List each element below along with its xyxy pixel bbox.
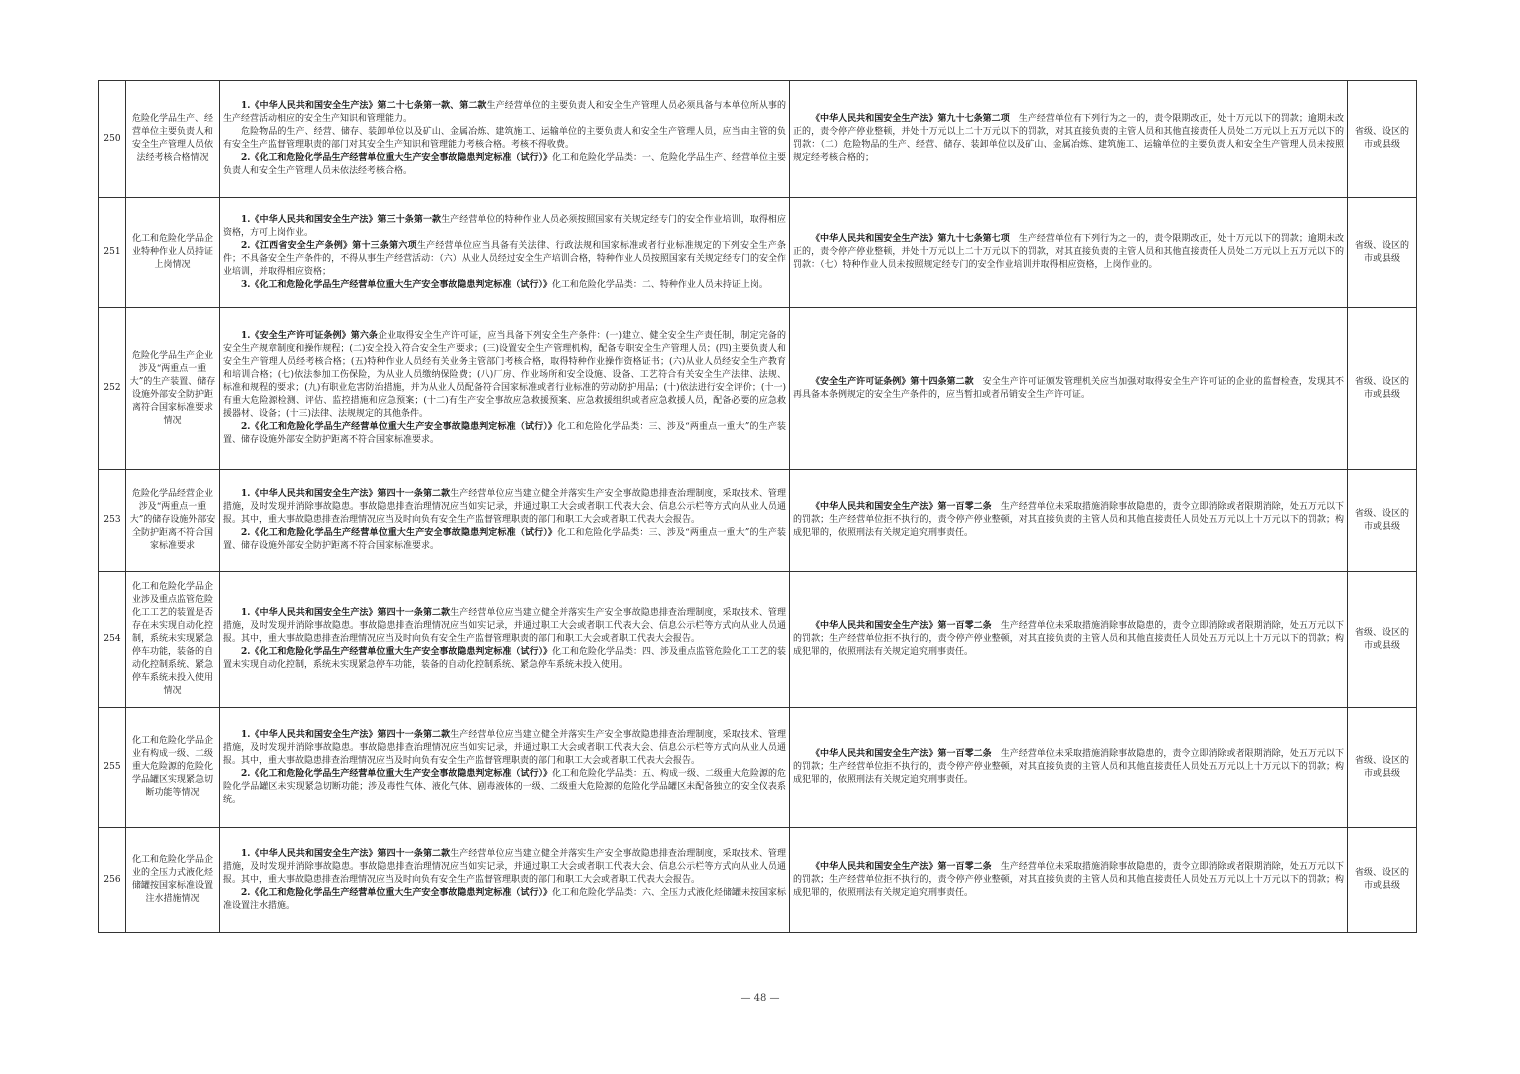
basis-text: 生产经营单位应当建立健全并落实生产安全事故隐患排查治理制度，采取技术、管理措施，及时发现并消除事故隐患。事故隐患排查治理情况应当如实记录，并通过职工大会或者职工代表大会、信息公示栏等方式向从业人员通报。其中，重大事故隐患排查治理情况应当及时向负有安全生产监督管理职责的部门和职工大会或者职工代表大会报告。 xyxy=(223,729,786,766)
penalty-basis xyxy=(790,572,1348,708)
legal-basis xyxy=(220,708,790,828)
basis-text: 生产经营单位应当建立健全并落实生产安全事故隐患排查治理制度，采取技术、管理措施，及时发现并消除事故隐患。事故隐患排查治理情况应当如实记录，并通过职工大会或者职工代表大会、信息公示栏等方式向从业人员通报。其中，重大事故隐患排查治理情况应当及时向负有安全生产监督管理职责的部门和职工大会或者职工代表大会报告。 xyxy=(223,608,786,644)
basis-reference: 1.《中华人民共和国安全生产法》第四十一条第二款 xyxy=(241,729,451,740)
basis-paragraph xyxy=(223,126,786,152)
row-number: 250 xyxy=(99,81,126,198)
enforcement-level: 省级、设区的市或县级 xyxy=(1348,198,1417,308)
enforcement-level: 省级、设区的市或县级 xyxy=(1348,470,1417,572)
basis-paragraph xyxy=(223,152,786,178)
row-number: 254 xyxy=(99,572,126,708)
basis-text: 生产经营单位应当建立健全并落实生产安全事故隐患排查治理制度，采取技术、管理措施，及时发现并消除事故隐患。事故隐患排查治理情况应当如实记录，并通过职工大会或者职工代表大会、信息公示栏等方式向从业人员通报。其中，重大事故隐患排查治理情况应当及时向负有安全生产监督管理职责的部门和职工大会或者职工代表大会报告。 xyxy=(223,848,786,885)
basis-reference: 2.《江西省安全生产条例》第十三条第六项 xyxy=(241,240,417,251)
basis-text: 生产经营单位应当建立健全并落实生产安全事故隐患排查治理制度，采取技术、管理措施，及时发现并消除事故隐患。事故隐患排查治理情况应当如实记录，并通过职工大会或者职工代表大会、信息公示栏等方式向从业人员通报。其中，重大事故隐患排查治理情况应当及时向负有安全生产监督管理职责的部门和职工大会或者职工代表大会报告。 xyxy=(223,489,786,525)
table-row xyxy=(99,470,1417,572)
row-number: 252 xyxy=(99,308,126,470)
basis-text: 生产经营单位的主要负责人和安全生产管理人员必须具备与本单位所从事的生产经营活动相应的安全生产知识和管理能力。 xyxy=(223,101,786,124)
penalty-text: 生产经营单位未采取措施消除事故隐患的，责令立即消除或者限期消除，处五万元以下的罚款；生产经营单位拒不执行的，责令停产停业整顿，对其直接负责的主管人员和其他直接责任人员处五万元以上十万元以下的罚款；构成犯罪的，依照刑法有关规定追究刑事责任。 xyxy=(793,502,1344,538)
penalty-paragraph xyxy=(793,620,1344,659)
inspection-items-table xyxy=(98,80,1417,933)
basis-reference: 2.《化工和危险化学品生产经营单位重大生产安全事故隐患判定标准（试行）》 xyxy=(241,153,552,163)
table-row xyxy=(99,572,1417,708)
penalty-reference: 《中华人民共和国安全生产法》第一百零二条 xyxy=(811,861,992,872)
table-row xyxy=(99,828,1417,933)
basis-text: 生产经营单位的特种作业人员必须按照国家有关规定经专门的安全作业培训，取得相应资格，方可上岗作业。 xyxy=(223,214,786,238)
basis-paragraph xyxy=(223,330,786,421)
legal-basis xyxy=(220,81,790,198)
basis-reference: 2.《化工和危险化学品生产经营单位重大生产安全事故隐患判定标准（试行）》 xyxy=(241,647,552,657)
penalty-basis xyxy=(790,198,1348,308)
basis-paragraph xyxy=(223,887,786,913)
penalty-basis xyxy=(790,828,1348,933)
basis-text: 化工和危险化学品类：四、涉及重点监管危险化工工艺的装置未实现自动化控制，系统未实现紧急停车功能，装备的自动化控制系统、紧急停车系统未投入使用。 xyxy=(223,647,786,670)
basis-text: 化工和危险化学品类：五、构成一级、二级重大危险源的危险化学品罐区未实现紧急切断功能；涉及毒性气体、液化气体、剧毒液体的一级、二级重大危险源的危险化学品罐区未配备独立的安全仪表系统。 xyxy=(223,768,786,805)
penalty-reference: 《中华人民共和国安全生产法》第一百零二条 xyxy=(811,749,992,759)
legal-basis xyxy=(220,308,790,470)
basis-text: 化工和危险化学品类：二、特种作业人员未持证上岗。 xyxy=(551,279,768,290)
penalty-reference: 《中华人民共和国安全生产法》第一百零二条 xyxy=(811,502,992,512)
inspection-item: 危险化学品生产、经营单位主要负责人和安全生产管理人员依法经考核合格情况 xyxy=(126,81,220,198)
legal-basis xyxy=(220,828,790,933)
basis-paragraph xyxy=(223,729,786,768)
basis-text: 化工和危险化学品类：六、全压力式液化烃储罐未按国家标准设置注水措施。 xyxy=(223,887,786,911)
row-number: 253 xyxy=(99,470,126,572)
inspection-item: 化工和危险化学品企业有构成一级、二级重大危险源的危险化学品罐区实现紧急切断功能等情况 xyxy=(126,708,220,828)
penalty-reference: 《中华人民共和国安全生产法》第一百零二条 xyxy=(811,621,992,631)
penalty-reference: 《安全生产许可证条例》第十四条第二款 xyxy=(811,376,974,387)
penalty-paragraph xyxy=(793,233,1344,272)
enforcement-level: 省级、设区的市或县级 xyxy=(1348,572,1417,708)
inspection-item: 化工和危险化学品企业涉及重点监管危险化工工艺的装置是否存在未实现自动化控制，系统未实现紧急停车功能，装备的自动化控制系统、紧急停车系统未投入使用情况 xyxy=(126,572,220,708)
basis-paragraph xyxy=(223,646,786,672)
basis-paragraph xyxy=(223,488,786,527)
basis-text: 危险物品的生产、经营、储存、装卸单位以及矿山、金属冶炼、建筑施工、运输单位的主要负责人和安全生产管理人员，应当由主管的负有安全生产监督管理职责的部门对其安全生产知识和管理能力考核合格。考核不得收费。 xyxy=(223,127,786,150)
basis-text: 生产经营单位应当具备有关法律、行政法规和国家标准或者行业标准规定的下列安全生产条件；不具备安全生产条件的，不得从事生产经营活动：（六）从业人员经过安全生产培训合格，特种作业人员按照国家有关规定经专门的安全作业培训，并取得相应资格； xyxy=(223,240,786,277)
enforcement-level: 省级、设区的市或县级 xyxy=(1348,828,1417,933)
basis-text: 化工和危险化学品类：一、危险化学品生产、经营单位主要负责人和安全生产管理人员未依法经考核合格。 xyxy=(223,153,786,176)
basis-reference: 1.《中华人民共和国安全生产法》第二十七条第一款、第二款 xyxy=(241,101,487,111)
basis-reference: 2.《化工和危险化学品生产经营单位重大生产安全事故隐患判定标准（试行）》 xyxy=(241,768,552,779)
legal-basis xyxy=(220,572,790,708)
penalty-paragraph xyxy=(793,861,1344,900)
basis-reference: 1.《中华人民共和国安全生产法》第四十一条第二款 xyxy=(241,608,451,618)
basis-text: 企业取得安全生产许可证，应当具备下列安全生产条件：(一)建立、健全安全生产责任制，制定完备的安全生产规章制度和操作规程；(二)安全投入符合安全生产要求；(三)设置安全生产管理机构，配备专职安全生产管理人员；(四)主要负责人和安全生产管理人员经考核合格；(五)特种作业人员经有关业务主管部门考核合格，取得特种作业操作资格证书；(六)从业人员经安全生产教育和培训合格；(七)依法参加工伤保险，为从业人员缴纳保险费；(八)厂房、作业场所和安全设施、设备、工艺符合有关安全生产法律、法规、标准和规程的要求；(九)有职业危害防治措施，并为从业人员配备符合国家标准或者行业标准的劳动防护用品；(十)依法进行安全评价；(十一)有重大危险源检测、评估、监控措施和应急预案；(十二)有生产安全事故应急救援预案、应急救援组织或者应急救援人员，配备必要的应急救援器材、设备；(十三)法律、法规规定的其他条件。 xyxy=(223,331,786,419)
inspection-item: 危险化学品经营企业涉及“两重点一重大”的储存设施外部安全防护距离不符合国家标准要求 xyxy=(126,470,220,572)
row-number: 251 xyxy=(99,198,126,308)
row-number: 256 xyxy=(99,828,126,933)
penalty-basis xyxy=(790,708,1348,828)
legal-basis xyxy=(220,470,790,572)
basis-paragraph xyxy=(223,527,786,553)
enforcement-level: 省级、设区的市或县级 xyxy=(1348,81,1417,198)
penalty-text: 生产经营单位未采取措施消除事故隐患的，责令立即消除或者限期消除，处五万元以下的罚款；生产经营单位拒不执行的，责令停产停业整顿，对其直接负责的主管人员和其他直接责任人员处五万元以上十万元以下的罚款；构成犯罪的，依照刑法有关规定追究刑事责任。 xyxy=(793,621,1344,657)
basis-paragraph xyxy=(223,214,786,240)
inspection-item: 危险化学品生产企业涉及“两重点一重大”的生产装置、储存设施外部安全防护距离符合国家标准要求情况 xyxy=(126,308,220,470)
basis-paragraph xyxy=(223,279,786,292)
inspection-item: 化工和危险化学品企业特种作业人员持证上岗情况 xyxy=(126,198,220,308)
table-body xyxy=(99,81,1417,933)
enforcement-level: 省级、设区的市或县级 xyxy=(1348,708,1417,828)
basis-reference: 3.《化工和危险化学品生产经营单位重大生产安全事故隐患判定标准（试行）》 xyxy=(241,279,552,290)
penalty-text: 生产经营单位有下列行为之一的，责令限期改正，处十万元以下的罚款；逾期未改正的，责令停产停业整顿，并处十万元以上二十万元以下的罚款，对其直接负责的主管人员和其他直接责任人员处二万元以上五万元以下的罚款：（七）特种作业人员未按照规定经专门的安全作业培训并取得相应资格，上岗作业的。 xyxy=(793,234,1344,270)
basis-paragraph xyxy=(223,848,786,887)
basis-paragraph xyxy=(223,607,786,646)
penalty-text: 生产经营单位未采取措施消除事故隐患的，责令立即消除或者限期消除，处五万元以下的罚款；生产经营单位拒不执行的，责令停产停业整顿，对其直接负责的主管人员和其他直接责任人员处五万元以上十万元以下的罚款；构成犯罪的，依照刑法有关规定追究刑事责任。 xyxy=(793,749,1344,785)
basis-paragraph xyxy=(223,421,786,447)
page-number: — 48 — xyxy=(740,993,780,1004)
inspection-item: 化工和危险化学品企业的全压力式液化烃储罐按国家标准设置注水措施情况 xyxy=(126,828,220,933)
basis-reference: 2.《化工和危险化学品生产经营单位重大生产安全事故隐患判定标准（试行）》 xyxy=(241,887,552,898)
row-number: 255 xyxy=(99,708,126,828)
basis-reference: 1.《中华人民共和国安全生产法》第四十一条第二款 xyxy=(241,848,451,859)
legal-basis xyxy=(220,198,790,308)
basis-reference: 1.《中华人民共和国安全生产法》第四十一条第二款 xyxy=(241,489,451,499)
table-row xyxy=(99,308,1417,470)
basis-reference: 1.《中华人民共和国安全生产法》第三十条第一款 xyxy=(241,214,442,225)
table-row xyxy=(99,708,1417,828)
basis-reference: 2.《化工和危险化学品生产经营单位重大生产安全事故隐患判定标准（试行）》 xyxy=(241,528,558,538)
table-row xyxy=(99,198,1417,308)
basis-reference: 2.《化工和危险化学品生产经营单位重大生产安全事故隐患判定标准（试行）》 xyxy=(241,422,558,432)
enforcement-level: 省级、设区的市或县级 xyxy=(1348,308,1417,470)
penalty-basis xyxy=(790,308,1348,470)
penalty-reference: 《中华人民共和国安全生产法》第九十七条第七项 xyxy=(811,234,1010,244)
basis-text: 化工和危险化学品类：三、涉及“两重点一重大”的生产装置、储存设施外部安全防护距离不符合国家标准要求。 xyxy=(223,528,786,551)
penalty-reference: 《中华人民共和国安全生产法》第九十七条第二项 xyxy=(811,114,1010,124)
penalty-paragraph xyxy=(793,748,1344,787)
penalty-basis xyxy=(790,470,1348,572)
penalty-text: 生产经营单位有下列行为之一的，责令限期改正，处十万元以下的罚款；逾期未改正的，责令停产停业整顿，并处十万元以上二十万元以下的罚款，对其直接负责的主管人员和其他直接责任人员处二万元以上五万元以下的罚款：（二）危险物品的生产、经营、储存、装卸单位以及矿山、金属冶炼、建筑施工、运输单位的主要负责人和安全生产管理人员未按照规定经考核合格的； xyxy=(793,114,1344,163)
penalty-text: 生产经营单位未采取措施消除事故隐患的，责令立即消除或者限期消除，处五万元以下的罚款；生产经营单位拒不执行的，责令停产停业整顿，对其直接负责的主管人员和其他直接责任人员处五万元以上十万元以下的罚款；构成犯罪的，依照刑法有关规定追究刑事责任。 xyxy=(793,861,1344,898)
basis-text: 化工和危险化学品类：三、涉及“两重点一重大”的生产装置、储存设施外部安全防护距离不符合国家标准要求。 xyxy=(223,422,786,445)
basis-reference: 1.《安全生产许可证条例》第六条 xyxy=(241,331,379,341)
penalty-paragraph xyxy=(793,501,1344,540)
basis-paragraph xyxy=(223,100,786,126)
table-row xyxy=(99,81,1417,198)
penalty-text: 安全生产许可证颁发管理机关应当加强对取得安全生产许可证的企业的监督检查，发现其不再具备本条例规定的安全生产条件的，应当暂扣或者吊销安全生产许可证。 xyxy=(793,376,1344,400)
basis-paragraph xyxy=(223,240,786,279)
penalty-paragraph xyxy=(793,376,1344,402)
penalty-paragraph xyxy=(793,113,1344,165)
penalty-basis xyxy=(790,81,1348,198)
basis-paragraph xyxy=(223,768,786,807)
